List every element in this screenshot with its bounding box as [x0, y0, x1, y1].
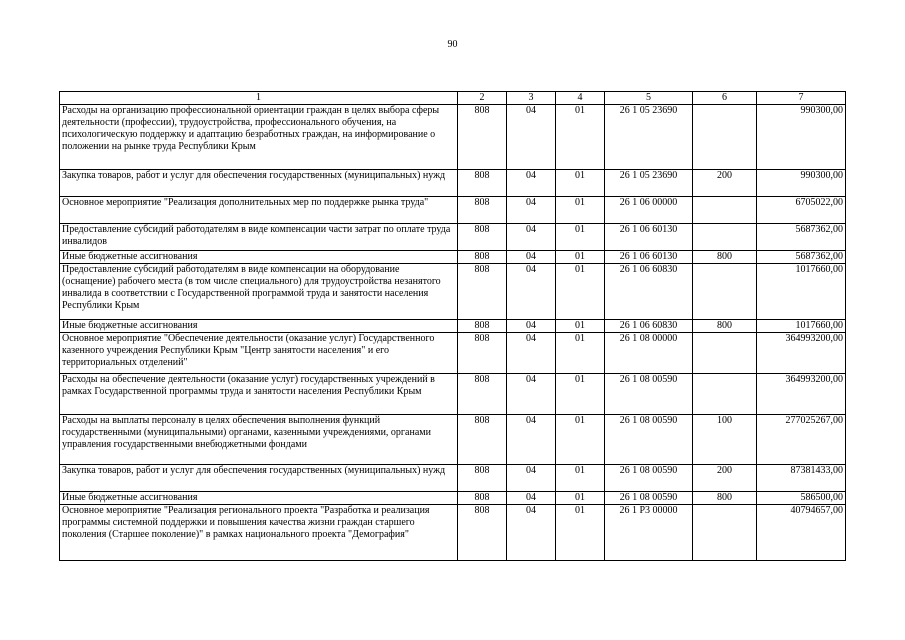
row-section: 04	[507, 333, 556, 374]
row-subsection: 01	[556, 224, 605, 251]
header-row	[60, 92, 846, 105]
header-col-3: 3	[507, 92, 556, 105]
table-row	[60, 415, 846, 465]
row-subsection: 01	[556, 197, 605, 224]
page-number: 90	[447, 39, 458, 50]
row-expense-type	[693, 197, 757, 224]
row-target-article: 26 1 08 00590	[605, 415, 693, 465]
row-expense-type: 800	[693, 320, 757, 333]
row-admin-code: 808	[458, 333, 507, 374]
row-subsection: 01	[556, 492, 605, 505]
row-amount: 6705022,00	[757, 197, 846, 224]
row-section: 04	[507, 264, 556, 320]
row-name: Расходы на выплаты персоналу в целях обеспечения выполнения функций государственными (муниципальными) органами, казенными учреждениями, органами управления государственными внебюджетными фондами	[60, 415, 458, 465]
header-col-1: 1	[60, 92, 458, 105]
table-row	[60, 492, 846, 505]
row-admin-code: 808	[458, 415, 507, 465]
table-row	[60, 224, 846, 251]
row-section: 04	[507, 251, 556, 264]
row-section: 04	[507, 492, 556, 505]
table-row	[60, 264, 846, 320]
table-row	[60, 374, 846, 415]
row-target-article: 26 1 06 60130	[605, 251, 693, 264]
row-section: 04	[507, 224, 556, 251]
row-expense-type: 100	[693, 415, 757, 465]
row-target-article: 26 1 08 00000	[605, 333, 693, 374]
row-target-article: 26 1 08 00590	[605, 374, 693, 415]
table-row	[60, 251, 846, 264]
row-subsection: 01	[556, 374, 605, 415]
row-subsection: 01	[556, 415, 605, 465]
row-section: 04	[507, 320, 556, 333]
row-name: Основное мероприятие "Обеспечение деятельности (оказание услуг) Государственного казенного учреждения Республики Крым "Центр занятости населения" и его территориальных отделений"	[60, 333, 458, 374]
row-expense-type	[693, 374, 757, 415]
row-amount: 5687362,00	[757, 224, 846, 251]
row-admin-code: 808	[458, 170, 507, 197]
row-expense-type	[693, 264, 757, 320]
row-expense-type: 200	[693, 465, 757, 492]
row-expense-type: 800	[693, 251, 757, 264]
row-subsection: 01	[556, 320, 605, 333]
row-admin-code: 808	[458, 264, 507, 320]
row-name: Иные бюджетные ассигнования	[60, 492, 458, 505]
row-expense-type	[693, 333, 757, 374]
row-expense-type	[693, 224, 757, 251]
row-section: 04	[507, 465, 556, 492]
row-amount: 364993200,00	[757, 333, 846, 374]
row-amount: 5687362,00	[757, 251, 846, 264]
row-admin-code: 808	[458, 224, 507, 251]
row-target-article: 26 1 05 23690	[605, 105, 693, 170]
row-target-article: 26 1 08 00590	[605, 465, 693, 492]
table-row	[60, 505, 846, 561]
row-name: Основное мероприятие "Реализация дополнительных мер по поддержке рынка труда"	[60, 197, 458, 224]
budget-table	[59, 91, 846, 561]
header-col-5: 5	[605, 92, 693, 105]
row-expense-type: 200	[693, 170, 757, 197]
row-name: Расходы на обеспечение деятельности (оказание услуг) государственных учреждений в рамках Государственной программы труда и занятости населения Республики Крым	[60, 374, 458, 415]
row-name: Закупка товаров, работ и услуг для обеспечения государственных (муниципальных) нужд	[60, 465, 458, 492]
row-name: Основное мероприятие "Реализация регионального проекта "Разработка и реализация программы системной поддержки и повышения качества жизни граждан старшего поколения (Старшее поколение)" в рамках национального проекта "Демография"	[60, 505, 458, 561]
row-subsection: 01	[556, 170, 605, 197]
row-section: 04	[507, 170, 556, 197]
header-col-7: 7	[757, 92, 846, 105]
row-admin-code: 808	[458, 465, 507, 492]
row-amount: 277025267,00	[757, 415, 846, 465]
row-subsection: 01	[556, 465, 605, 492]
row-target-article: 26 1 06 60830	[605, 320, 693, 333]
row-amount: 990300,00	[757, 105, 846, 170]
row-section: 04	[507, 374, 556, 415]
row-section: 04	[507, 415, 556, 465]
row-subsection: 01	[556, 251, 605, 264]
row-admin-code: 808	[458, 374, 507, 415]
row-amount: 990300,00	[757, 170, 846, 197]
row-subsection: 01	[556, 105, 605, 170]
row-admin-code: 808	[458, 197, 507, 224]
row-name: Расходы на организацию профессиональной ориентации граждан в целях выбора сферы деятельности (профессии), трудоустройства, профессионального обучения, на психологическую поддержку и адаптацию безработных граждан, на информирование о положении на рынке труда Республики Крым	[60, 105, 458, 170]
row-section: 04	[507, 505, 556, 561]
header-col-2: 2	[458, 92, 507, 105]
table-row	[60, 170, 846, 197]
row-admin-code: 808	[458, 505, 507, 561]
row-target-article: 26 1 P3 00000	[605, 505, 693, 561]
table-row	[60, 320, 846, 333]
row-admin-code: 808	[458, 320, 507, 333]
header-col-6: 6	[693, 92, 757, 105]
row-admin-code: 808	[458, 105, 507, 170]
row-amount: 40794657,00	[757, 505, 846, 561]
table-row	[60, 105, 846, 170]
row-subsection: 01	[556, 333, 605, 374]
table-row	[60, 333, 846, 374]
row-name: Иные бюджетные ассигнования	[60, 320, 458, 333]
row-amount: 87381433,00	[757, 465, 846, 492]
row-target-article: 26 1 06 60830	[605, 264, 693, 320]
row-target-article: 26 1 05 23690	[605, 170, 693, 197]
row-name: Иные бюджетные ассигнования	[60, 251, 458, 264]
row-expense-type	[693, 505, 757, 561]
row-subsection: 01	[556, 505, 605, 561]
row-target-article: 26 1 06 60130	[605, 224, 693, 251]
row-target-article: 26 1 06 00000	[605, 197, 693, 224]
row-amount: 364993200,00	[757, 374, 846, 415]
row-amount: 586500,00	[757, 492, 846, 505]
table-body	[60, 105, 846, 561]
row-section: 04	[507, 105, 556, 170]
row-admin-code: 808	[458, 251, 507, 264]
table-row	[60, 197, 846, 224]
row-amount: 1017660,00	[757, 320, 846, 333]
row-subsection: 01	[556, 264, 605, 320]
header-col-4: 4	[556, 92, 605, 105]
row-expense-type	[693, 105, 757, 170]
table-row	[60, 465, 846, 492]
row-expense-type: 800	[693, 492, 757, 505]
row-admin-code: 808	[458, 492, 507, 505]
row-name: Предоставление субсидий работодателям в виде компенсации на оборудование (оснащение) рабочего места (в том числе специального) для трудоустройства незанятого инвалида в соответствии с Государственной программой труда и занятости населения Республики Крым	[60, 264, 458, 320]
row-name: Закупка товаров, работ и услуг для обеспечения государственных (муниципальных) нужд	[60, 170, 458, 197]
row-target-article: 26 1 08 00590	[605, 492, 693, 505]
row-name: Предоставление субсидий работодателям в виде компенсации части затрат по оплате труда инвалидов	[60, 224, 458, 251]
row-section: 04	[507, 197, 556, 224]
row-amount: 1017660,00	[757, 264, 846, 320]
